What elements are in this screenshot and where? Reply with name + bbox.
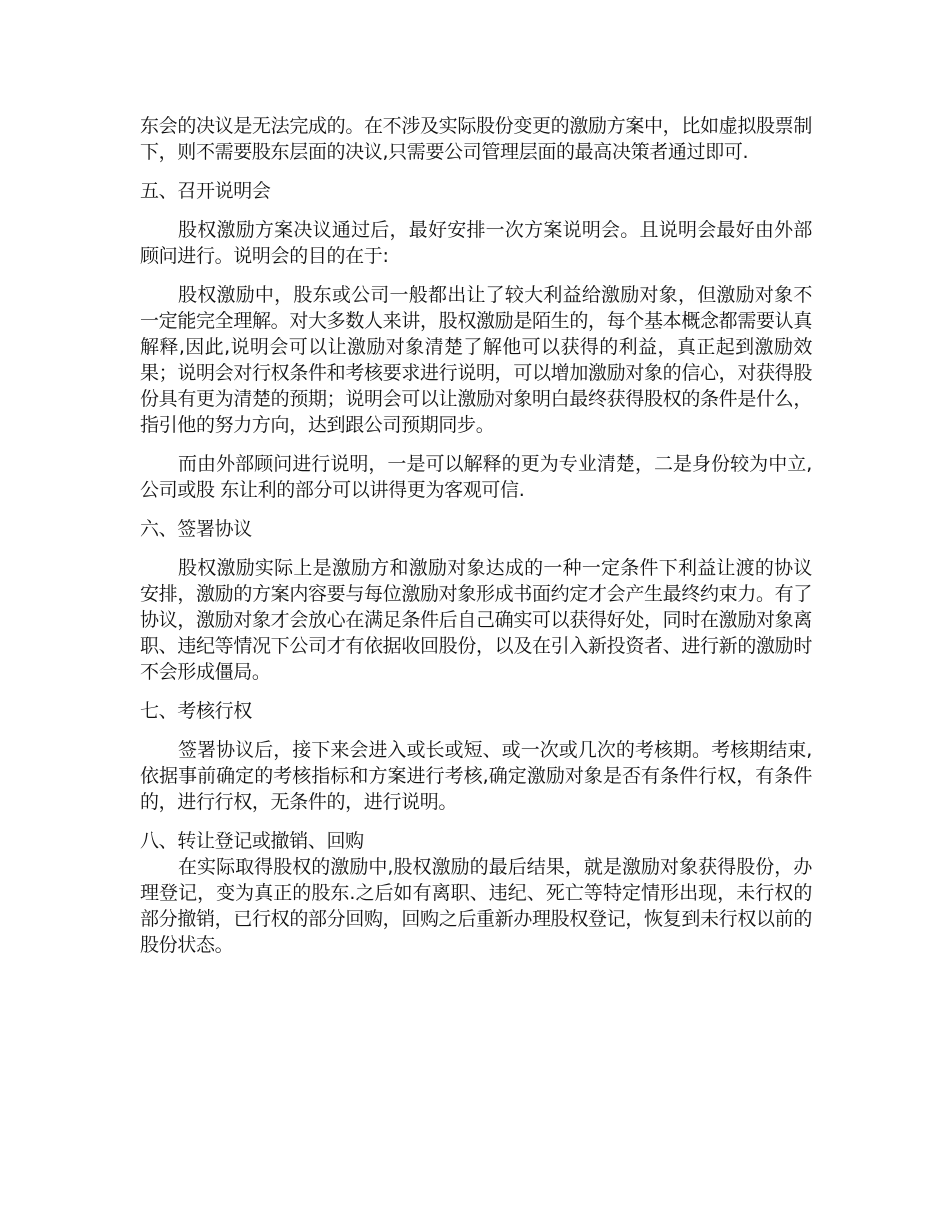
- section-7-heading: 七、考核行权: [140, 700, 252, 722]
- section-5-heading: 五、召开说明会: [140, 180, 271, 202]
- section-5-paragraph-3: 而由外部顾问进行说明，一是可以解释的更为专业清楚，二是身份较为中立,公司或股 东让利的部分可以讲得更为客观可信.: [140, 453, 812, 501]
- section-5-paragraph-2: 股权激励中，股东或公司一般都出让了较大利益给激励对象，但激励对象不一定能完全理解。对大多数人来讲，股权激励是陌生的，每个基本概念都需要认真解释,因此,说明会可以让激励对象清楚了解他可以获得的利益，真正起到激励效果；说明会对行权条件和考核要求进行说明，可以增加激励对象的信心，对获得股份具有更为清楚的预期；说明会可以让激励对象明白最终获得股权的条件是什么，指引他的努力方向，达到跟公司预期同步。: [140, 284, 812, 436]
- section-8-paragraph-1: 在实际取得股权的激励中,股权激励的最后结果，就是激励对象获得股份，办理登记，变为真正的股东.之后如有离职、违纪、死亡等特定情形出现，未行权的部分撤销，已行权的部分回购，回购之后重新办理股权登记，恢复到未行权以前的股份状态。: [140, 856, 812, 956]
- section-5-paragraph-1: 股权激励方案决议通过后，最好安排一次方案说明会。且说明会最好由外部顾问进行。说明会的目的在于:: [140, 219, 812, 267]
- section-6-heading: 六、签署协议: [140, 518, 252, 540]
- intro-continuation-paragraph: 东会的决议是无法完成的。在不涉及实际股份变更的激励方案中，比如虚拟股票制下，则不需要股东层面的决议,只需要公司管理层面的最高决策者通过即可.: [140, 115, 812, 163]
- section-8-heading: 八、转让登记或撤销、回购: [140, 830, 364, 852]
- section-6-paragraph-1: 股权激励实际上是激励方和激励对象达成的一种一定条件下利益让渡的协议安排，激励的方案内容要与每位激励对象形成书面约定才会产生最终约束力。有了协议，激励对象才会放心在满足条件后自己确实可以获得好处，同时在激励对象离职、违纪等情况下公司才有依据收回股份，以及在引入新投资者、进行新的激励时不会形成僵局。: [140, 557, 812, 683]
- document-page: [140, 113, 812, 958]
- section-7-paragraph-1: 签署协议后，接下来会进入或长或短、或一次或几次的考核期。考核期结束,依据事前确定的考核指标和方案进行考核,确定激励对象是否有条件行权，有条件的，进行行权，无条件的，进行说明。: [140, 739, 812, 813]
